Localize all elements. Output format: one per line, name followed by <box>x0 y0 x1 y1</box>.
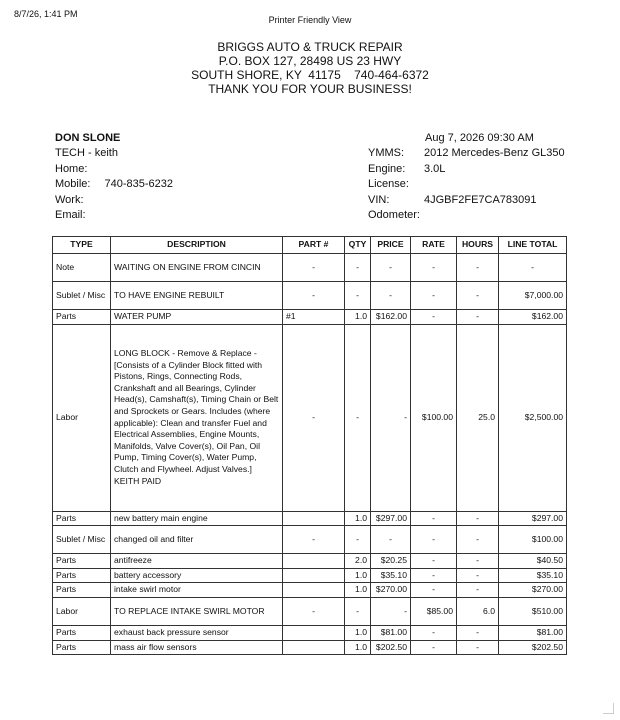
cell-part: #1 <box>283 310 345 325</box>
tech-name: TECH - keith <box>55 147 118 160</box>
cell-qty: - <box>345 282 371 310</box>
cell-description: new battery main engine <box>111 511 283 526</box>
cell-qty: 1.0 <box>345 568 371 583</box>
license-label: License: <box>368 178 409 191</box>
engine-value: 3.0L <box>424 162 446 175</box>
cell-rate: - <box>411 568 457 583</box>
cell-rate: $85.00 <box>411 597 457 625</box>
odometer-label: Odometer: <box>368 209 420 222</box>
cell-rate: - <box>411 583 457 598</box>
cell-price: $202.50 <box>371 640 411 655</box>
cell-type: Parts <box>53 583 111 598</box>
cell-line-total: $40.50 <box>499 554 567 569</box>
cell-description: intake swirl motor <box>111 583 283 598</box>
cell-rate: - <box>411 254 457 282</box>
cell-line-total: $7,000.00 <box>499 282 567 310</box>
cell-type: Note <box>53 254 111 282</box>
cell-part <box>283 554 345 569</box>
cell-price: $270.00 <box>371 583 411 598</box>
cell-description: LONG BLOCK - Remove & Replace - [Consists of a Cylinder Block fitted with Pistons, Rings, Connecting Rods, Crankshaft and all Bearings, Cylinder Head(s), Camshaft(s), Timing Chain or Belt and Sprockets or Gears. Includes (where applicable): Clean and transfer Fuel and Electrical Assemblies, Engine Mounts, Manifolds, Valve Cover(s), Oil Pan, Oil Pump, Timing Cover(s), Water Pump, Clutch and Flywheel. Adjust Valves.] KEITH PAID <box>111 324 283 511</box>
cell-description: mass air flow sensors <box>111 640 283 655</box>
cell-hours: 25.0 <box>457 324 499 511</box>
cell-price: - <box>371 597 411 625</box>
cell-type: Labor <box>53 324 111 511</box>
cell-rate: - <box>411 640 457 655</box>
cell-description: WATER PUMP <box>111 310 283 325</box>
cell-type: Labor <box>53 597 111 625</box>
cell-line-total: $81.00 <box>499 625 567 640</box>
cell-part: - <box>283 526 345 554</box>
table-row <box>53 324 567 511</box>
email-label: Email: <box>55 209 86 222</box>
cell-price: $162.00 <box>371 310 411 325</box>
ymms-label: YMMS: <box>368 147 405 160</box>
cell-part: - <box>283 597 345 625</box>
cell-rate: $100.00 <box>411 324 457 511</box>
cell-qty: - <box>345 324 371 511</box>
cell-part <box>283 625 345 640</box>
table-row <box>53 526 567 554</box>
table-row <box>53 282 567 310</box>
home-label: Home: <box>55 162 88 175</box>
cell-part: - <box>283 324 345 511</box>
table-header-row <box>53 237 567 254</box>
col-price: PRICE <box>371 237 411 254</box>
shop-address-line1: P.O. BOX 127, 28498 US 23 HWY <box>218 54 402 68</box>
table-row <box>53 625 567 640</box>
invoice-date: Aug 7, 2026 09:30 AM <box>425 132 534 144</box>
cell-line-total: $162.00 <box>499 310 567 325</box>
table-row <box>53 554 567 569</box>
cell-hours: - <box>457 254 499 282</box>
shop-header <box>0 40 620 96</box>
cell-type: Parts <box>53 310 111 325</box>
cell-price: $297.00 <box>371 511 411 526</box>
cell-rate: - <box>411 526 457 554</box>
table-row <box>53 310 567 325</box>
customer-info <box>55 131 173 223</box>
printer-friendly-title: Printer Friendly View <box>268 15 352 25</box>
cell-description: TO HAVE ENGINE REBUILT <box>111 282 283 310</box>
cell-hours: 6.0 <box>457 597 499 625</box>
cell-description: antifreeze <box>111 554 283 569</box>
col-rate: RATE <box>411 237 457 254</box>
cell-description: battery accessory <box>111 568 283 583</box>
cell-line-total: $202.50 <box>499 640 567 655</box>
ymms-value: 2012 Mercedes-Benz GL350 <box>424 147 565 160</box>
col-type: TYPE <box>53 237 111 254</box>
work-label: Work: <box>55 193 84 206</box>
cell-hours: - <box>457 583 499 598</box>
engine-label: Engine: <box>368 162 406 175</box>
customer-name: DON SLONE <box>55 132 121 144</box>
cell-type: Sublet / Misc <box>53 526 111 554</box>
vin-label: VIN: <box>368 193 390 206</box>
cell-price: $81.00 <box>371 625 411 640</box>
mobile-value: 740-835-6232 <box>104 178 173 191</box>
cell-line-total: $297.00 <box>499 511 567 526</box>
cell-part: - <box>283 282 345 310</box>
cell-rate: - <box>411 282 457 310</box>
cell-hours: - <box>457 625 499 640</box>
shop-thanks: THANK YOU FOR YOUR BUSINESS! <box>208 82 412 96</box>
table-row <box>53 640 567 655</box>
table-row <box>53 597 567 625</box>
col-line-total: LINE TOTAL <box>499 237 567 254</box>
mobile-row <box>55 177 173 192</box>
cell-price: $20.25 <box>371 554 411 569</box>
cell-price: - <box>371 254 411 282</box>
page-corner-mark <box>603 703 614 714</box>
col-qty: QTY <box>345 237 371 254</box>
cell-qty: 1.0 <box>345 511 371 526</box>
cell-hours: - <box>457 310 499 325</box>
cell-qty: 1.0 <box>345 310 371 325</box>
cell-rate: - <box>411 554 457 569</box>
cell-hours: - <box>457 554 499 569</box>
cell-type: Parts <box>53 640 111 655</box>
cell-rate: - <box>411 625 457 640</box>
line-items-table <box>52 236 567 655</box>
cell-price: - <box>371 324 411 511</box>
printed-datetime: 8/7/26, 1:41 PM <box>14 9 78 19</box>
table-row <box>53 568 567 583</box>
cell-price: - <box>371 282 411 310</box>
cell-rate: - <box>411 310 457 325</box>
cell-line-total: $510.00 <box>499 597 567 625</box>
cell-rate: - <box>411 511 457 526</box>
cell-line-total: - <box>499 254 567 282</box>
cell-part <box>283 568 345 583</box>
cell-type: Parts <box>53 554 111 569</box>
cell-qty: 1.0 <box>345 583 371 598</box>
cell-qty: - <box>345 254 371 282</box>
cell-line-total: $35.10 <box>499 568 567 583</box>
col-hours: HOURS <box>457 237 499 254</box>
cell-price: $35.10 <box>371 568 411 583</box>
cell-line-total: $100.00 <box>499 526 567 554</box>
table-row <box>53 583 567 598</box>
cell-line-total: $2,500.00 <box>499 324 567 511</box>
cell-description: WAITING ON ENGINE FROM CINCIN <box>111 254 283 282</box>
cell-part <box>283 511 345 526</box>
vin-value: 4JGBF2FE7CA783091 <box>424 193 537 206</box>
shop-address-line2: SOUTH SHORE, KY 41175 740-464-6372 <box>191 68 429 82</box>
cell-part <box>283 583 345 598</box>
cell-hours: - <box>457 526 499 554</box>
cell-line-total: $270.00 <box>499 583 567 598</box>
cell-price: - <box>371 526 411 554</box>
cell-hours: - <box>457 511 499 526</box>
shop-name: BRIGGS AUTO & TRUCK REPAIR <box>217 40 403 54</box>
cell-type: Parts <box>53 568 111 583</box>
cell-hours: - <box>457 568 499 583</box>
col-description: DESCRIPTION <box>111 237 283 254</box>
cell-qty: 2.0 <box>345 554 371 569</box>
cell-qty: - <box>345 597 371 625</box>
table-row <box>53 254 567 282</box>
cell-part: - <box>283 254 345 282</box>
vehicle-info <box>368 131 565 223</box>
cell-part <box>283 640 345 655</box>
cell-type: Parts <box>53 511 111 526</box>
cell-description: TO REPLACE INTAKE SWIRL MOTOR <box>111 597 283 625</box>
col-part: PART # <box>283 237 345 254</box>
cell-qty: 1.0 <box>345 640 371 655</box>
cell-hours: - <box>457 640 499 655</box>
cell-qty: 1.0 <box>345 625 371 640</box>
cell-qty: - <box>345 526 371 554</box>
cell-hours: - <box>457 282 499 310</box>
mobile-label: Mobile: <box>55 178 91 191</box>
cell-description: exhaust back pressure sensor <box>111 625 283 640</box>
cell-description: changed oil and filter <box>111 526 283 554</box>
cell-type: Parts <box>53 625 111 640</box>
table-row <box>53 511 567 526</box>
cell-type: Sublet / Misc <box>53 282 111 310</box>
